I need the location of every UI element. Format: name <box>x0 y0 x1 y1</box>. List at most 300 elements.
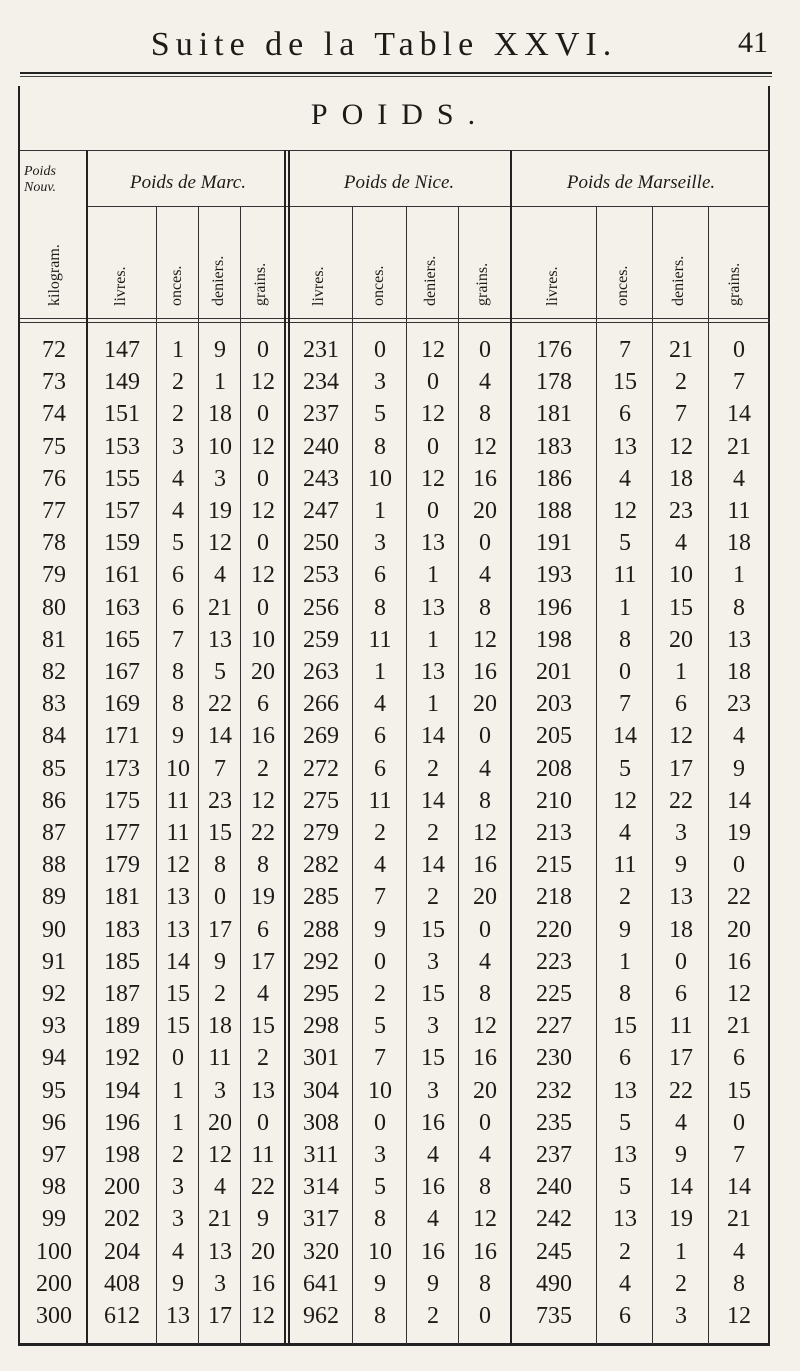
cell-marseille-onces: 4 <box>619 1270 631 1297</box>
cell-marseille-grains: 0 <box>733 852 745 879</box>
cell-nice-onces: 3 <box>374 530 386 557</box>
cell-nice-onces: 0 <box>374 948 386 975</box>
cell-nice-deniers: 13 <box>421 530 445 557</box>
cell-marseille-livres: 240 <box>536 1174 572 1201</box>
cell-marc-onces: 13 <box>166 916 190 943</box>
cell-nice-grains: 20 <box>473 498 497 524</box>
cell-nice-onces: 4 <box>374 691 386 718</box>
cell-marseille-deniers: 17 <box>669 755 693 782</box>
table-row <box>0 881 800 913</box>
cell-marseille-deniers: 15 <box>669 594 693 621</box>
cell-nice-grains: 8 <box>479 981 491 1007</box>
cell-nice-onces: 5 <box>374 401 386 428</box>
table-row <box>0 366 800 398</box>
cell-marseille-onces: 13 <box>613 433 637 460</box>
cell-nice-onces: 8 <box>374 433 386 460</box>
cell-kilogram: 99 <box>42 1206 66 1233</box>
cell-nice-deniers: 16 <box>421 1238 445 1265</box>
cell-marc-livres: 149 <box>104 369 140 396</box>
cell-marseille-deniers: 14 <box>669 1174 693 1201</box>
cell-marseille-grains: 16 <box>727 948 751 975</box>
cell-marseille-onces: 6 <box>619 1303 631 1329</box>
table-row <box>0 1139 800 1171</box>
cell-marc-onces: 13 <box>166 884 190 911</box>
cell-nice-onces: 9 <box>374 916 386 943</box>
group-head-nouv: Poids Nouv. <box>24 164 57 195</box>
cell-marseille-livres: 235 <box>536 1109 572 1136</box>
cell-marseille-livres: 203 <box>536 691 572 718</box>
subhead-marc-deniers: deniers. <box>210 255 227 306</box>
cell-kilogram: 73 <box>42 369 66 396</box>
cell-marseille-livres: 210 <box>536 787 572 814</box>
cell-marseille-livres: 183 <box>536 433 572 460</box>
cell-marc-deniers: 23 <box>208 787 232 814</box>
cell-marseille-deniers: 0 <box>675 948 687 975</box>
cell-marc-onces: 10 <box>166 755 190 782</box>
cell-marc-grains: 16 <box>251 723 275 750</box>
cell-nice-grains: 8 <box>479 1270 491 1297</box>
cell-marseille-deniers: 9 <box>675 852 687 879</box>
cell-marseille-deniers: 2 <box>675 369 687 396</box>
table-row <box>0 463 800 495</box>
cell-marseille-livres: 196 <box>536 594 572 621</box>
cell-nice-grains: 12 <box>473 820 497 846</box>
cell-nice-deniers: 14 <box>421 852 445 879</box>
cell-nice-grains: 4 <box>479 562 491 589</box>
cell-marseille-grains: 19 <box>727 820 751 846</box>
cell-nice-deniers: 0 <box>427 369 439 396</box>
cell-marc-grains: 22 <box>251 820 275 846</box>
table-row <box>0 978 800 1010</box>
cell-nice-livres: 311 <box>303 1142 339 1168</box>
cell-nice-grains: 20 <box>473 884 497 911</box>
cell-kilogram: 77 <box>42 498 66 524</box>
cell-marseille-livres: 188 <box>536 498 572 524</box>
table-row <box>0 946 800 978</box>
cell-nice-deniers: 2 <box>427 884 439 911</box>
group-head-marseille: Poids de Marseille. <box>566 172 716 193</box>
cell-marseille-onces: 8 <box>619 981 631 1007</box>
cell-marseille-livres: 176 <box>536 337 572 363</box>
cell-nice-deniers: 14 <box>421 723 445 750</box>
cell-marseille-onces: 6 <box>619 401 631 428</box>
cell-marc-grains: 12 <box>251 433 275 460</box>
cell-nice-grains: 0 <box>479 530 491 557</box>
cell-marseille-deniers: 18 <box>669 465 693 492</box>
cell-marseille-grains: 12 <box>727 1303 751 1329</box>
cell-nice-livres: 292 <box>303 948 339 975</box>
cell-marc-onces: 8 <box>172 659 184 685</box>
cell-nice-deniers: 12 <box>421 465 445 492</box>
cell-nice-grains: 12 <box>473 1206 497 1233</box>
cell-nice-livres: 288 <box>303 916 339 943</box>
cell-nice-deniers: 4 <box>427 1206 439 1233</box>
group-rule <box>88 206 770 207</box>
cell-marseille-livres: 220 <box>536 916 572 943</box>
cell-marc-deniers: 7 <box>214 755 226 782</box>
cell-kilogram: 95 <box>42 1077 66 1104</box>
cell-kilogram: 96 <box>42 1109 66 1136</box>
cell-nice-livres: 301 <box>303 1045 339 1072</box>
cell-kilogram: 75 <box>42 433 66 460</box>
cell-nice-grains: 12 <box>473 433 497 460</box>
subhead-marc-livres: livres. <box>112 266 129 306</box>
cell-nice-grains: 12 <box>473 1013 497 1040</box>
cell-marc-deniers: 4 <box>214 1174 226 1201</box>
cell-marc-livres: 179 <box>104 852 140 879</box>
cell-nice-onces: 1 <box>374 659 386 685</box>
cell-nice-deniers: 13 <box>421 659 445 685</box>
cell-marseille-grains: 14 <box>727 401 751 428</box>
cell-nice-deniers: 0 <box>427 433 439 460</box>
table-row <box>0 1236 800 1268</box>
cell-marseille-onces: 9 <box>619 916 631 943</box>
cell-marseille-onces: 5 <box>619 755 631 782</box>
cell-marc-deniers: 12 <box>208 1142 232 1168</box>
cell-marc-grains: 0 <box>257 594 269 621</box>
subhead-marseille-onces: onces. <box>614 265 631 306</box>
cell-nice-onces: 10 <box>368 1238 392 1265</box>
table-row <box>0 1203 800 1235</box>
subhead-marseille-grains: grains. <box>726 262 743 306</box>
cell-marc-deniers: 8 <box>214 852 226 879</box>
cell-marc-deniers: 3 <box>214 1077 226 1104</box>
cell-marc-deniers: 20 <box>208 1109 232 1136</box>
cell-marc-deniers: 17 <box>208 1303 232 1329</box>
cell-marc-deniers: 18 <box>208 401 232 428</box>
table-row <box>0 720 800 752</box>
cell-marseille-deniers: 22 <box>669 1077 693 1104</box>
cell-nice-deniers: 9 <box>427 1270 439 1297</box>
cell-nice-onces: 3 <box>374 369 386 396</box>
cell-marc-deniers: 19 <box>208 498 232 524</box>
cell-marc-livres: 167 <box>104 659 140 685</box>
cell-marc-deniers: 11 <box>208 1045 232 1072</box>
table-row <box>0 849 800 881</box>
cell-nice-livres: 275 <box>303 787 339 814</box>
cell-marc-livres: 157 <box>104 498 140 524</box>
cell-marseille-livres: 245 <box>536 1238 572 1265</box>
cell-marseille-deniers: 1 <box>675 1238 687 1265</box>
page-number: 41 <box>738 26 768 59</box>
cell-marc-onces: 2 <box>172 401 184 428</box>
cell-marc-onces: 9 <box>172 1270 184 1297</box>
cell-nice-grains: 16 <box>473 852 497 879</box>
cell-marc-onces: 2 <box>172 1142 184 1168</box>
cell-marc-grains: 12 <box>251 787 275 814</box>
cell-marc-deniers: 10 <box>208 433 232 460</box>
cell-nice-onces: 1 <box>374 498 386 524</box>
cell-kilogram: 93 <box>42 1013 66 1040</box>
table-row <box>0 334 800 366</box>
cell-marc-livres: 185 <box>104 948 140 975</box>
cell-marc-grains: 6 <box>257 916 269 943</box>
cell-nice-grains: 0 <box>479 723 491 750</box>
cell-marseille-deniers: 2 <box>675 1270 687 1297</box>
cell-nice-deniers: 1 <box>427 691 439 718</box>
table-row <box>0 1171 800 1203</box>
cell-kilogram: 80 <box>42 594 66 621</box>
cell-marc-onces: 4 <box>172 1238 184 1265</box>
cell-marc-onces: 15 <box>166 1013 190 1040</box>
cell-marseille-deniers: 18 <box>669 916 693 943</box>
cell-kilogram: 82 <box>42 659 66 685</box>
cell-nice-livres: 253 <box>303 562 339 589</box>
cell-nice-livres: 279 <box>303 820 339 846</box>
cell-marc-livres: 169 <box>104 691 140 718</box>
cell-marseille-onces: 4 <box>619 820 631 846</box>
cell-nice-livres: 282 <box>303 852 339 879</box>
cell-marseille-livres: 178 <box>536 369 572 396</box>
cell-marseille-livres: 227 <box>536 1013 572 1040</box>
cell-marc-livres: 192 <box>104 1045 140 1072</box>
cell-nice-grains: 8 <box>479 594 491 621</box>
cell-marseille-onces: 5 <box>619 1174 631 1201</box>
cell-marc-grains: 9 <box>257 1206 269 1233</box>
cell-marc-livres: 200 <box>104 1174 140 1201</box>
cell-marc-onces: 1 <box>172 337 184 363</box>
cell-nice-deniers: 0 <box>427 498 439 524</box>
cell-nice-livres: 272 <box>303 755 339 782</box>
cell-marseille-livres: 237 <box>536 1142 572 1168</box>
cell-marseille-grains: 18 <box>727 659 751 685</box>
subheader-rule-thin <box>20 322 770 323</box>
cell-marc-livres: 408 <box>104 1270 140 1297</box>
cell-marc-onces: 5 <box>172 530 184 557</box>
cell-marseille-deniers: 10 <box>669 562 693 589</box>
cell-marc-deniers: 12 <box>208 530 232 557</box>
cell-marseille-livres: 193 <box>536 562 572 589</box>
cell-nice-deniers: 2 <box>427 1303 439 1329</box>
cell-nice-grains: 8 <box>479 1174 491 1201</box>
cell-kilogram: 300 <box>36 1303 72 1329</box>
cell-marc-livres: 159 <box>104 530 140 557</box>
cell-nice-livres: 231 <box>303 337 339 363</box>
cell-marseille-grains: 4 <box>733 465 745 492</box>
cell-nice-deniers: 2 <box>427 755 439 782</box>
subhead-kilogram: kilogram. <box>46 244 63 306</box>
cell-nice-onces: 10 <box>368 1077 392 1104</box>
cell-marc-livres: 155 <box>104 465 140 492</box>
table-row <box>0 688 800 720</box>
cell-marc-livres: 147 <box>104 337 140 363</box>
cell-marseille-deniers: 20 <box>669 626 693 653</box>
table-row <box>0 398 800 430</box>
cell-marc-onces: 12 <box>166 852 190 879</box>
cell-kilogram: 72 <box>42 337 66 363</box>
cell-nice-livres: 295 <box>303 981 339 1007</box>
cell-marc-livres: 202 <box>104 1206 140 1233</box>
cell-nice-livres: 243 <box>303 465 339 492</box>
cell-kilogram: 88 <box>42 852 66 879</box>
cell-nice-livres: 285 <box>303 884 339 911</box>
cell-marc-livres: 175 <box>104 787 140 814</box>
cell-marc-livres: 189 <box>104 1013 140 1040</box>
cell-marc-grains: 10 <box>251 626 275 653</box>
cell-marseille-grains: 13 <box>727 626 751 653</box>
cell-nice-deniers: 15 <box>421 981 445 1007</box>
cell-kilogram: 78 <box>42 530 66 557</box>
table-row <box>0 624 800 656</box>
cell-marseille-deniers: 21 <box>669 337 693 363</box>
cell-kilogram: 84 <box>42 723 66 750</box>
cell-nice-deniers: 12 <box>421 401 445 428</box>
cell-marseille-grains: 15 <box>727 1077 751 1104</box>
cell-marseille-deniers: 9 <box>675 1142 687 1168</box>
cell-marseille-livres: 218 <box>536 884 572 911</box>
cell-marc-onces: 14 <box>166 948 190 975</box>
cell-marseille-livres: 208 <box>536 755 572 782</box>
cell-marc-grains: 20 <box>251 659 275 685</box>
cell-marc-onces: 3 <box>172 1174 184 1201</box>
cell-marc-grains: 0 <box>257 465 269 492</box>
cell-marseille-deniers: 4 <box>675 1109 687 1136</box>
cell-nice-onces: 5 <box>374 1013 386 1040</box>
subhead-nice-livres: livres. <box>310 266 327 306</box>
cell-marseille-onces: 11 <box>613 852 637 879</box>
cell-marc-grains: 12 <box>251 562 275 589</box>
cell-marseille-onces: 12 <box>613 498 637 524</box>
cell-marseille-grains: 8 <box>733 1270 745 1297</box>
cell-nice-grains: 8 <box>479 787 491 814</box>
cell-marc-livres: 183 <box>104 916 140 943</box>
cell-kilogram: 76 <box>42 465 66 492</box>
cell-marc-deniers: 4 <box>214 562 226 589</box>
cell-marseille-deniers: 12 <box>669 723 693 750</box>
cell-nice-deniers: 1 <box>427 626 439 653</box>
cell-nice-grains: 4 <box>479 948 491 975</box>
cell-marc-onces: 1 <box>172 1077 184 1104</box>
cell-nice-livres: 298 <box>303 1013 339 1040</box>
cell-marseille-deniers: 23 <box>669 498 693 524</box>
cell-marc-deniers: 3 <box>214 465 226 492</box>
cell-marseille-onces: 8 <box>619 626 631 653</box>
cell-marc-onces: 7 <box>172 626 184 653</box>
cell-nice-onces: 7 <box>374 884 386 911</box>
table-row <box>0 495 800 527</box>
running-head <box>0 26 800 66</box>
cell-nice-deniers: 16 <box>421 1109 445 1136</box>
cell-marc-grains: 12 <box>251 1303 275 1329</box>
cell-marc-grains: 0 <box>257 1109 269 1136</box>
subheader-rule <box>20 318 770 319</box>
cell-nice-onces: 6 <box>374 755 386 782</box>
table-row <box>0 785 800 817</box>
cell-marseille-onces: 5 <box>619 1109 631 1136</box>
cell-marseille-onces: 13 <box>613 1142 637 1168</box>
cell-marseille-onces: 1 <box>619 594 631 621</box>
cell-marc-grains: 2 <box>257 1045 269 1072</box>
cell-marc-deniers: 15 <box>208 820 232 846</box>
cell-nice-deniers: 4 <box>427 1142 439 1168</box>
cell-marc-onces: 11 <box>166 820 190 846</box>
cell-marc-deniers: 0 <box>214 884 226 911</box>
cell-marc-onces: 4 <box>172 465 184 492</box>
cell-nice-grains: 16 <box>473 1238 497 1265</box>
subhead-nice-deniers: deniers. <box>422 255 439 306</box>
cell-marc-deniers: 17 <box>208 916 232 943</box>
cell-nice-livres: 308 <box>303 1109 339 1136</box>
cell-nice-livres: 237 <box>303 401 339 428</box>
cell-nice-deniers: 12 <box>421 337 445 363</box>
cell-marseille-deniers: 22 <box>669 787 693 814</box>
cell-marc-livres: 151 <box>104 401 140 428</box>
cell-nice-grains: 16 <box>473 1045 497 1072</box>
cell-marc-livres: 194 <box>104 1077 140 1104</box>
cell-marseille-deniers: 1 <box>675 659 687 685</box>
cell-marc-livres: 153 <box>104 433 140 460</box>
cell-marseille-livres: 490 <box>536 1270 572 1297</box>
cell-nice-deniers: 1 <box>427 562 439 589</box>
cell-nice-livres: 304 <box>303 1077 339 1104</box>
cell-marseille-grains: 6 <box>733 1045 745 1072</box>
cell-marseille-grains: 20 <box>727 916 751 943</box>
cell-marseille-onces: 2 <box>619 884 631 911</box>
table-row <box>0 1107 800 1139</box>
cell-nice-deniers: 3 <box>427 1013 439 1040</box>
table-row <box>0 1268 800 1300</box>
cell-marseille-grains: 4 <box>733 1238 745 1265</box>
cell-marseille-onces: 0 <box>619 659 631 685</box>
group-head-nice: Poids de Nice. <box>343 172 455 193</box>
cell-marseille-livres: 225 <box>536 981 572 1007</box>
cell-nice-deniers: 15 <box>421 916 445 943</box>
cell-marseille-grains: 1 <box>733 562 745 589</box>
cell-kilogram: 89 <box>42 884 66 911</box>
cell-marseille-livres: 191 <box>536 530 572 557</box>
cell-marseille-deniers: 11 <box>669 1013 693 1040</box>
cell-marc-onces: 1 <box>172 1109 184 1136</box>
cell-marc-livres: 173 <box>104 755 140 782</box>
cell-marseille-onces: 6 <box>619 1045 631 1072</box>
cell-marseille-grains: 21 <box>727 433 751 460</box>
subhead-marseille-livres: livres. <box>544 266 561 306</box>
cell-nice-livres: 250 <box>303 530 339 557</box>
cell-marseille-onces: 7 <box>619 691 631 718</box>
cell-nice-onces: 8 <box>374 1303 386 1329</box>
cell-nice-deniers: 14 <box>421 787 445 814</box>
cell-marc-grains: 19 <box>251 884 275 911</box>
cell-marc-deniers: 1 <box>214 369 226 396</box>
cell-marc-onces: 8 <box>172 691 184 718</box>
cell-nice-onces: 9 <box>374 1270 386 1297</box>
table-row <box>0 656 800 688</box>
cell-nice-deniers: 3 <box>427 1077 439 1104</box>
cell-marseille-grains: 0 <box>733 1109 745 1136</box>
cell-nice-onces: 11 <box>368 626 392 653</box>
cell-marc-grains: 13 <box>251 1077 275 1104</box>
running-title: Suite de la Table XXVI. <box>150 26 618 63</box>
cell-nice-grains: 4 <box>479 369 491 396</box>
cell-marseille-livres: 186 <box>536 465 572 492</box>
cell-kilogram: 85 <box>42 755 66 782</box>
cell-marseille-livres: 230 <box>536 1045 572 1072</box>
cell-nice-onces: 0 <box>374 337 386 363</box>
cell-marseille-onces: 13 <box>613 1206 637 1233</box>
cell-nice-onces: 6 <box>374 723 386 750</box>
cell-marseille-deniers: 19 <box>669 1206 693 1233</box>
header-rule <box>20 72 772 74</box>
cell-marc-grains: 22 <box>251 1174 275 1201</box>
cell-nice-onces: 5 <box>374 1174 386 1201</box>
cell-nice-onces: 0 <box>374 1109 386 1136</box>
table-title: POIDS. <box>310 98 490 131</box>
table-row <box>0 1010 800 1042</box>
cell-marc-livres: 161 <box>104 562 140 589</box>
cell-marseille-livres: 201 <box>536 659 572 685</box>
cell-marseille-grains: 8 <box>733 594 745 621</box>
cell-marseille-grains: 7 <box>733 1142 745 1168</box>
